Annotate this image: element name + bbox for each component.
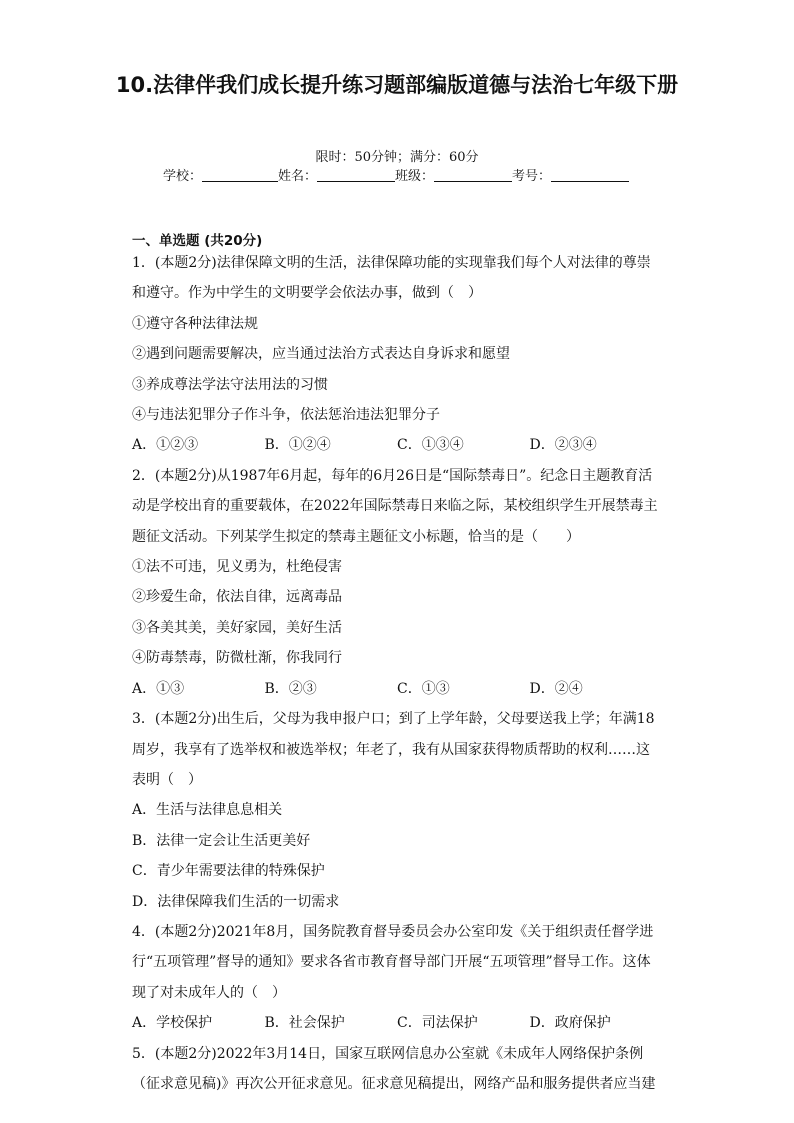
question-stem: 1．(本题2分)法律保障文明的生活，法律保障功能的实现靠我们每个人对法律的尊崇和遵守。作为中学生的文明要学会依法办事，做到（ ）: [132, 255, 651, 302]
option-d: D．法律保障我们生活的一切需求: [132, 893, 340, 910]
option-a: A．①③: [132, 680, 185, 697]
question-3: [132, 704, 662, 917]
option-b: B．②③: [264, 680, 317, 697]
answer-options: [132, 430, 662, 460]
option-c: C．青少年需要法律的特殊保护: [132, 863, 325, 880]
school-label: 学校：: [163, 169, 203, 184]
section-heading: 一、单选题 (共20分): [132, 233, 263, 249]
student-info-row: [163, 165, 629, 184]
question-item: ④防毒禁毒，防微杜渐，你我同行: [132, 650, 342, 667]
option-a: A．①②③: [132, 437, 199, 454]
question-item: ④与违法犯罪分子作斗争，依法惩治违法犯罪分子: [132, 407, 440, 424]
exam-number-blank: [551, 167, 629, 182]
question-4: [132, 917, 662, 1039]
answer-options: [132, 1008, 662, 1038]
question-item: ②遇到问题需要解决，应当通过法治方式表达自身诉求和愿望: [132, 346, 510, 363]
answer-options: [132, 795, 662, 917]
option-b: B．社会保护: [264, 1015, 345, 1032]
option-b: B．①②④: [264, 437, 331, 454]
question-item: ③各美其美，美好家园，美好生活: [132, 619, 342, 636]
question-item: ①法不可违，见义勇为，杜绝侵害: [132, 559, 342, 576]
question-5: [132, 1039, 662, 1100]
question-item: ②珍爱生命，依法自律，远离毒品: [132, 589, 342, 606]
question-item: ③养成尊法学法守法用法的习惯: [132, 376, 328, 393]
page-title: 10.法律伴我们成长提升练习题部编版道德与法治七年级下册: [115, 73, 679, 97]
name-label: 姓名：: [278, 169, 318, 184]
exam-number-label: 考号：: [512, 169, 552, 184]
option-c: C．①③: [397, 680, 450, 697]
option-a: A．学校保护: [132, 1015, 213, 1032]
question-stem: 5．(本题2分)2022年3月14日，国家互联网信息办公室就《未成年人网络保护条例（征求意见稿)》再次公开征求意见。征求意见稿提出，网络产品和服务提供者应当建: [132, 1045, 656, 1092]
class-label: 班级：: [395, 169, 435, 184]
question-item: ①遵守各种法律法规: [132, 315, 258, 332]
option-d: D．②③④: [529, 437, 597, 454]
option-b: B．法律一定会让生活更美好: [132, 832, 311, 849]
option-a: A．生活与法律息息相关: [132, 802, 283, 819]
question-2: [132, 461, 662, 704]
question-stem: 2．(本题2分)从1987年6月起，每年的6月26日是“国际禁毒日”。纪念日主题教育活动是学校出育的重要载体，在2022年国际禁毒日来临之际，某校组织学生开展禁毒主题征文活动。下列某学生拟定的禁毒主题征文小标题，恰当的是（ ）: [132, 467, 658, 545]
question-stem: 3．(本题2分)出生后，父母为我申报户口；到了上学年龄，父母要送我上学；年满18周岁，我享有了选举权和被选举权；年老了，我有从国家获得物质帮助的权利……这表明（ ）: [132, 711, 655, 788]
question-1: [132, 248, 662, 461]
question-list: [132, 248, 662, 1099]
time-score-limits: 限时：50分钟；满分：60分: [315, 150, 479, 165]
school-blank: [202, 167, 278, 182]
option-d: D．政府保护: [529, 1015, 611, 1032]
answer-options: [132, 674, 662, 704]
option-c: C．司法保护: [397, 1015, 478, 1032]
option-d: D．②④: [529, 680, 583, 697]
name-blank: [317, 167, 395, 182]
class-blank: [434, 167, 512, 182]
question-stem: 4．(本题2分)2021年8月，国务院教育督导委员会办公室印发《关于组织责任督学进行“五项管理”督导的通知》要求各省市教育督导部门开展“五项管理”督导工作。这体现了对未成年人的（ ）: [132, 923, 654, 1001]
option-c: C．①③④: [397, 437, 464, 454]
